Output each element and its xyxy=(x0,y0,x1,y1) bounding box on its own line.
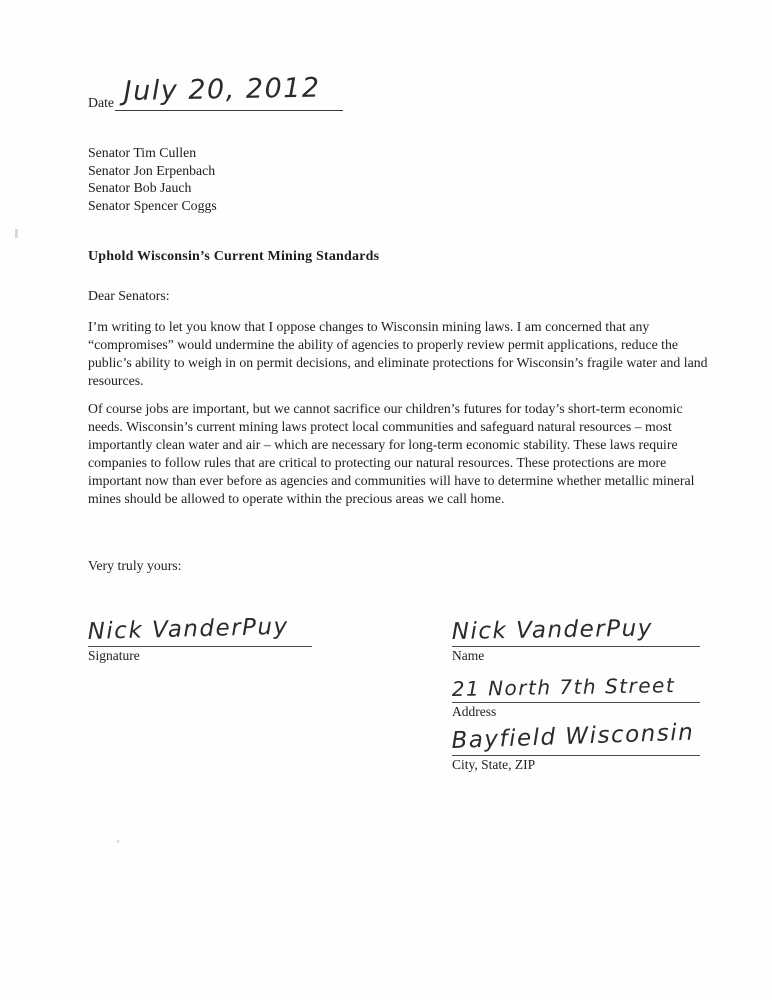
signature-line xyxy=(88,603,312,647)
date-handwritten-value: July 20, 2012 xyxy=(123,72,321,107)
salutation: Dear Senators: xyxy=(88,288,170,303)
recipient-line: Senator Spencer Coggs xyxy=(88,197,217,213)
body-paragraph: Of course jobs are important, but we cannot sacrifice our children’s futures for today’s short-term economic needs. Wisconsin’s current mining laws protect local communities and safeguard natural resources – most importantly clean water and air – which are necessary for long-term economic stability. These laws require companies to follow rules that are critical to protecting our natural resources. These protections are more important now than ever before as agencies and communities will have to determine whether metallic mineral mines should be allowed to operate within the precious areas we call home. xyxy=(88,401,695,506)
address-label: Address xyxy=(452,704,497,719)
recipient-line: Senator Bob Jauch xyxy=(88,180,192,195)
city-state-zip-label: City, State, ZIP xyxy=(452,757,536,772)
scan-artifact xyxy=(117,840,119,843)
signature-label: Signature xyxy=(88,648,140,663)
name-field xyxy=(452,603,700,664)
scan-artifact xyxy=(15,229,18,238)
name-label: Name xyxy=(452,648,485,663)
name-handwriting: Nick VanderPuy xyxy=(451,615,654,645)
closing-line: Very truly yours: xyxy=(88,558,182,573)
recipient-list xyxy=(88,144,217,214)
address-field xyxy=(452,659,700,720)
date-label: Date xyxy=(88,95,115,110)
address-handwriting: 21 North 7th Street xyxy=(451,673,676,701)
date-underline xyxy=(115,92,343,111)
subject-heading: Uphold Wisconsin’s Current Mining Standards xyxy=(88,249,380,264)
address-line xyxy=(452,659,700,703)
city-state-zip-line xyxy=(452,712,700,756)
body-paragraph: I’m writing to let you know that I oppose changes to Wisconsin mining laws. I am concerned that any “compromises” would undermine the ability of agencies to properly review permit applications, reduce the public’s ability to weigh in on permit decisions, and eliminate protections for Wisconsin’s fragile water and land resources. xyxy=(88,319,708,388)
signature-handwriting: Nick VanderPuy xyxy=(87,613,290,645)
city-state-zip-field xyxy=(452,712,700,773)
signature-field xyxy=(88,603,312,664)
name-line xyxy=(452,603,700,647)
recipient-line: Senator Tim Cullen xyxy=(88,145,197,160)
city-state-zip-handwriting: Bayfield Wisconsin xyxy=(451,719,695,754)
recipient-line: Senator Jon Erpenbach xyxy=(88,162,216,178)
